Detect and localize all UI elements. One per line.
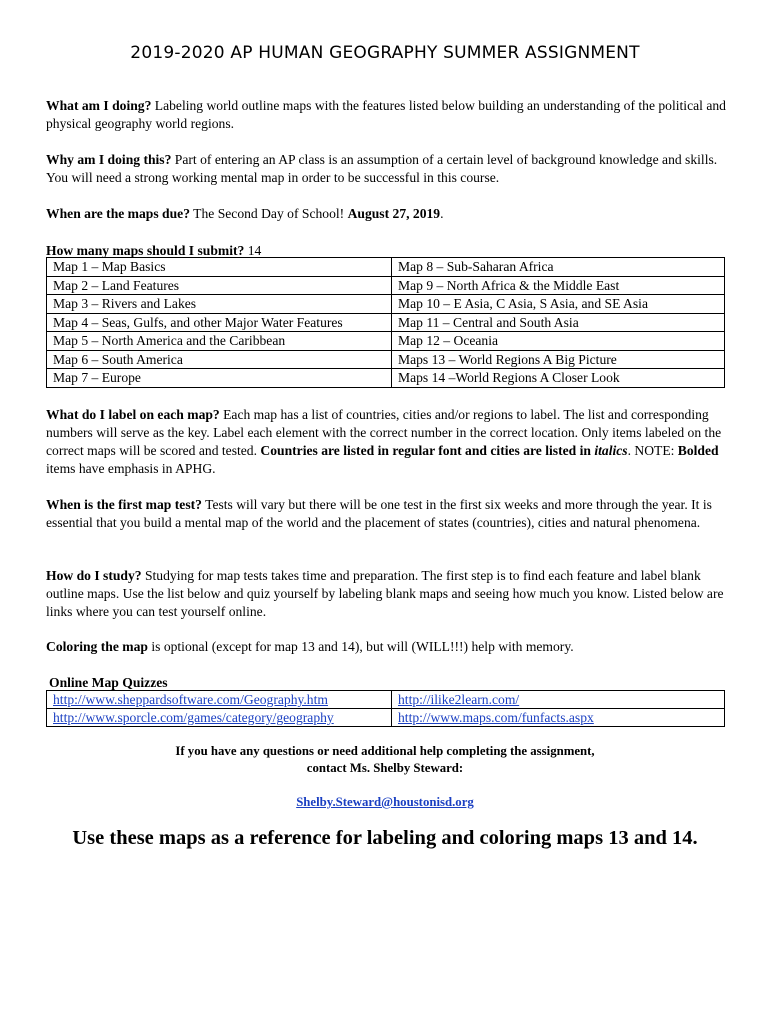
- map-cell: Maps 13 – World Regions A Big Picture: [392, 350, 725, 369]
- table-row: [47, 709, 725, 727]
- table-row: [47, 258, 725, 277]
- when-answer: The Second Day of School!: [190, 206, 348, 221]
- when-paragraph: [46, 205, 736, 223]
- map-cell: Map 6 – South America: [47, 350, 392, 369]
- howmany-question: How many maps should I submit?: [46, 243, 245, 258]
- label-end: items have emphasis in APHG.: [46, 461, 216, 476]
- what-question: What am I doing?: [46, 98, 152, 113]
- link-cell: [47, 709, 392, 727]
- map-cell: Map 5 – North America and the Caribbean: [47, 332, 392, 351]
- map-cell: Map 4 – Seas, Gulfs, and other Major Water Features: [47, 313, 392, 332]
- when-end: .: [440, 206, 444, 221]
- maps-funfacts-link[interactable]: http://www.maps.com/funfacts.aspx: [398, 710, 594, 725]
- contact-email: [0, 793, 770, 811]
- label-answer: Each map has a list of countries, cities and/or regions to label. The list and corresponding numbers will serve as the key. Label each element with the correct number in the correct location. Only items labeled on the correct maps will be scored and tested.: [46, 407, 722, 458]
- when-question: When are the maps due?: [46, 206, 191, 221]
- ilike2learn-link[interactable]: http://ilike2learn.com/: [398, 692, 520, 707]
- table-row: [47, 369, 725, 388]
- contact-note: [0, 743, 770, 777]
- table-row: [47, 332, 725, 351]
- label-note: . NOTE:: [627, 443, 678, 458]
- table-row: [47, 350, 725, 369]
- contact-line-2: contact Ms. Shelby Steward:: [306, 761, 464, 775]
- study-answer: Studying for map tests takes time and preparation. The first step is to find each feature and label blank outline maps. Use the list below and quiz yourself by labeling blank maps and seeing how much you know. Listed below are links where you can test yourself online.: [46, 568, 724, 619]
- label-italic-note: italics: [594, 443, 628, 458]
- table-row: [47, 691, 725, 709]
- test-answer: Tests will vary but there will be one test in the first six weeks and more through the year. It is essential that you build a mental map of the world and the placement of states (countries), cities and natural phenomena.: [46, 497, 712, 530]
- why-paragraph: [46, 151, 736, 187]
- link-cell: [47, 691, 392, 709]
- study-paragraph: [46, 567, 736, 621]
- link-cell: [392, 691, 725, 709]
- sporcle-link[interactable]: http://www.sporcle.com/games/category/geography: [53, 710, 334, 725]
- closing-statement: Use these maps as a reference for labeling and coloring maps 13 and 14.: [72, 827, 698, 849]
- label-bold-note: Countries are listed in regular font and cities are listed in: [260, 443, 595, 458]
- why-answer: Part of entering an AP class is an assumption of a certain level of background knowledge and skills. You will need a strong working mental map in order to be successful in this course.: [46, 152, 718, 185]
- sheppard-link[interactable]: http://www.sheppardsoftware.com/Geography.htm: [53, 692, 328, 707]
- coloring-question: Coloring the map: [46, 639, 148, 654]
- table-row: [47, 313, 725, 332]
- map-cell: Map 10 – E Asia, C Asia, S Asia, and SE Asia: [392, 295, 725, 314]
- howmany-answer: 14: [244, 243, 262, 258]
- email-link[interactable]: Shelby.Steward@houstonisd.org: [296, 795, 474, 809]
- label-paragraph: [46, 406, 736, 478]
- quiz-links-table: [46, 690, 725, 727]
- quizzes-heading-text: Online Map Quizzes: [49, 675, 168, 690]
- page-title: 2019-2020 AP HUMAN GEOGRAPHY SUMMER ASSIGNMENT: [130, 43, 640, 63]
- coloring-answer: is optional (except for map 13 and 14), but will (WILL!!!) help with memory.: [147, 639, 574, 654]
- maps-table: [46, 257, 725, 388]
- test-question: When is the first map test?: [46, 497, 202, 512]
- map-cell: Map 2 – Land Features: [47, 276, 392, 295]
- what-paragraph: [46, 97, 736, 133]
- map-cell: Map 12 – Oceania: [392, 332, 725, 351]
- why-question: Why am I doing this?: [46, 152, 172, 167]
- coloring-paragraph: [46, 638, 736, 656]
- what-answer: Labeling world outline maps with the features listed below building an understanding of the political and physical geography world regions.: [46, 98, 726, 131]
- map-cell: Map 7 – Europe: [47, 369, 392, 388]
- contact-line-1: If you have any questions or need additional help completing the assignment,: [175, 744, 595, 758]
- link-cell: [392, 709, 725, 727]
- map-cell: Map 8 – Sub-Saharan Africa: [392, 258, 725, 277]
- table-row: [47, 276, 725, 295]
- map-cell: Map 3 – Rivers and Lakes: [47, 295, 392, 314]
- map-cell: Map 1 – Map Basics: [47, 258, 392, 277]
- map-cell: Map 9 – North Africa & the Middle East: [392, 276, 725, 295]
- study-question: How do I study?: [46, 568, 142, 583]
- table-row: [47, 295, 725, 314]
- map-cell: Maps 14 –World Regions A Closer Look: [392, 369, 725, 388]
- due-date: August 27, 2019: [347, 206, 441, 221]
- test-paragraph: [46, 496, 736, 532]
- label-question: What do I label on each map?: [46, 407, 220, 422]
- map-cell: Map 11 – Central and South Asia: [392, 313, 725, 332]
- label-bolded-word: Bolded: [677, 443, 719, 458]
